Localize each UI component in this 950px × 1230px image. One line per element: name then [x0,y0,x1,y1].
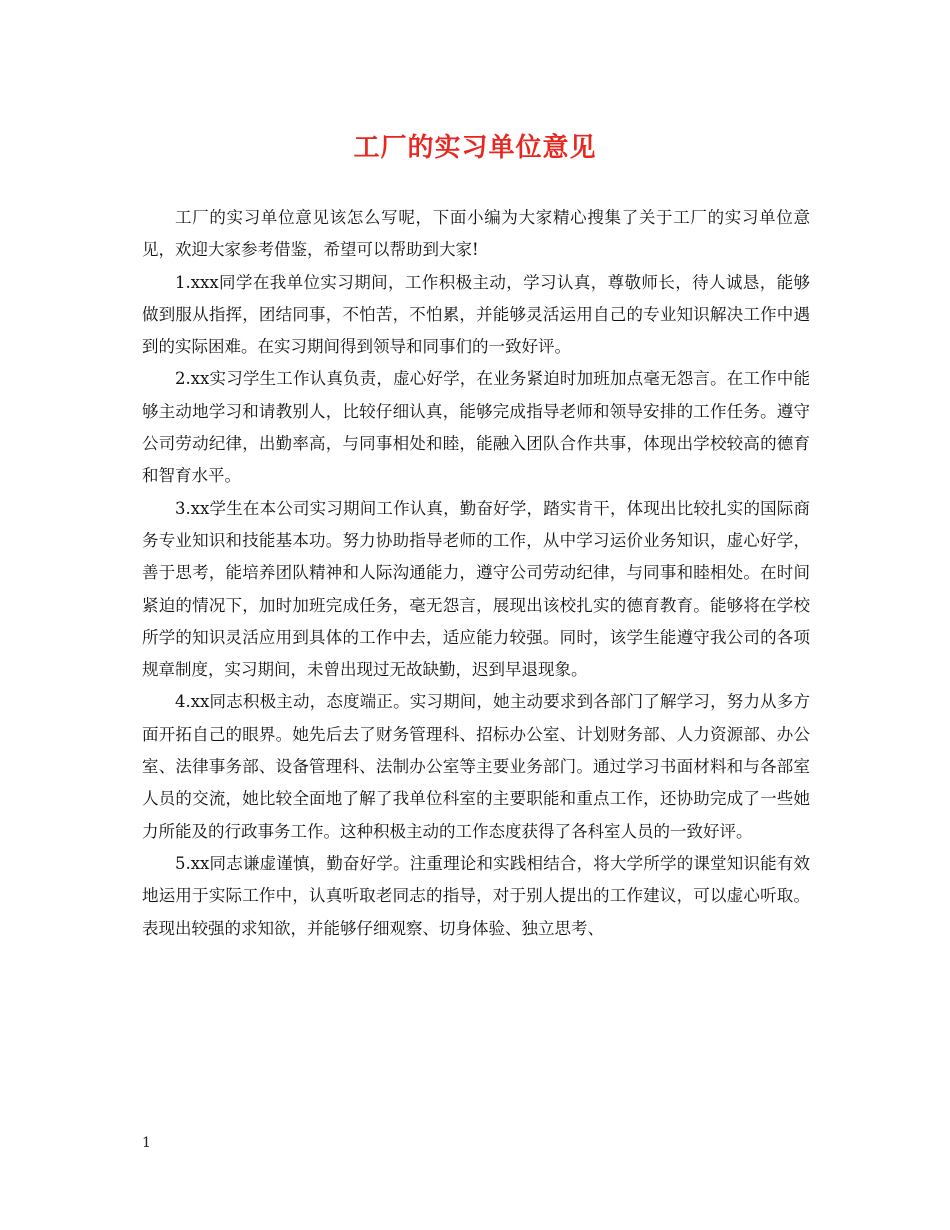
opinion-paragraph-5: 5.xx同志谦虚谨慎，勤奋好学。注重理论和实践相结合，将大学所学的课堂知识能有效地运用于实际工作中，认真听取老同志的指导，对于别人提出的工作建议，可以虚心听取。表现出较强的求知欲，并能够仔细观察、切身体验、独立思考、 [142,853,810,938]
document-body [142,202,810,945]
page-number: 1 [142,1135,151,1151]
document-title: 工厂的实习单位意见 [353,133,597,163]
opinion-paragraph-4: 4.xx同志积极主动，态度端正。实习期间，她主动要求到各部门了解学习，努力从多方面开拓自己的眼界。她先后去了财务管理科、招标办公室、计划财务部、人力资源部、办公室、法律事务部、设备管理科、法制办公室等主要业务部门。通过学习书面材料和与各部室人员的交流，她比较全面地了解了我单位科室的主要职能和重点工作，还协助完成了一些她力所能及的行政事务工作。这种积极主动的工作态度获得了各科室人员的一致好评。 [142,692,810,841]
opinion-paragraph-3: 3.xx学生在本公司实习期间工作认真，勤奋好学，踏实肯干，体现出比较扎实的国际商务专业知识和技能基本功。努力协助指导老师的工作，从中学习运价业务知识，虚心好学，善于思考，能培养团队精神和人际沟通能力，遵守公司劳动纪律，与同事和睦相处。在时间紧迫的情况下，加时加班完成任务，毫无怨言，展现出该校扎实的德育教育。能够将在学校所学的知识灵活应用到具体的工作中去，适应能力较强。同时，该学生能遵守我公司的各项规章制度，实习期间，未曾出现过无故缺勤，迟到早退现象。 [142,498,810,680]
opinion-paragraph-2: 2.xx实习学生工作认真负责，虚心好学，在业务紧迫时加班加点毫无怨言。在工作中能够主动地学习和请教别人，比较仔细认真，能够完成指导老师和领导安排的工作任务。遵守公司劳动纪律，出勤率高，与同事相处和睦，能融入团队合作共事，体现出学校较高的德育和智育水平。 [142,369,810,486]
intro-paragraph: 工厂的实习单位意见该怎么写呢，下面小编为大家精心搜集了关于工厂的实习单位意见，欢迎大家参考借鉴，希望可以帮助到大家! [142,208,810,260]
opinion-paragraph-1: 1.xxx同学在我单位实习期间，工作积极主动，学习认真，尊敬师长，待人诚恳，能够做到服从指挥，团结同事，不怕苦，不怕累，并能够灵活运用自己的专业知识解决工作中遇到的实际困难。在实习期间得到领导和同事们的一致好评。 [142,272,810,357]
